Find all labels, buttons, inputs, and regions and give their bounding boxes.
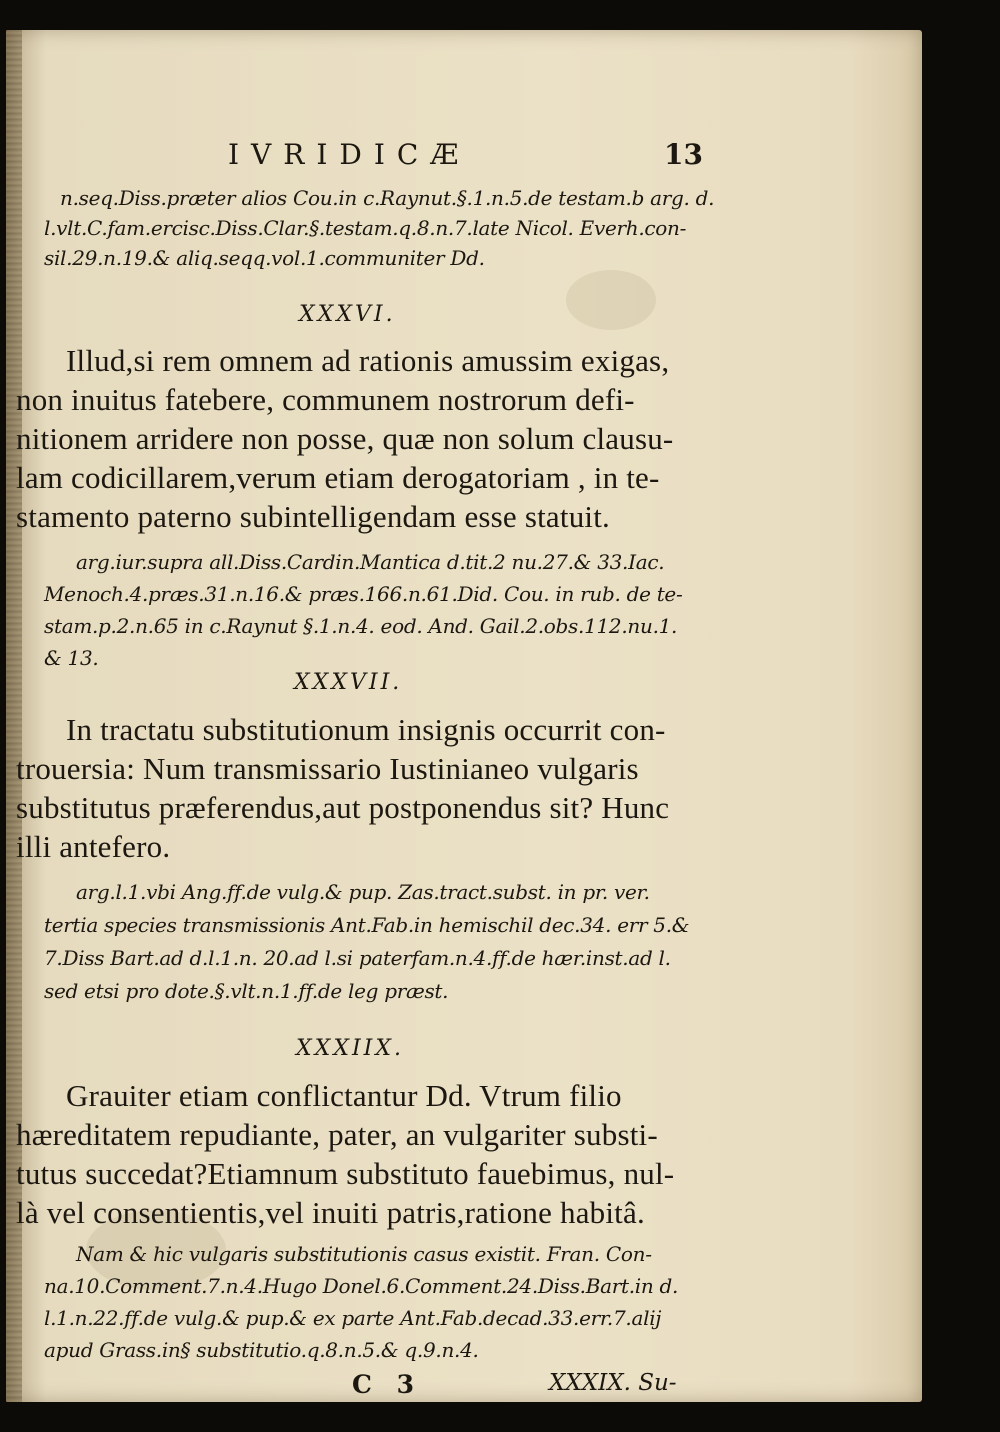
body-line: trouersia: Num transmissario Iustinianeo vulgaris: [16, 751, 639, 786]
running-head: IVRIDICÆ: [228, 138, 471, 171]
section-heading: XXXVI.: [299, 302, 396, 327]
note-line: na.10.Comment.7.n.4.Hugo Donel.6.Comment.24.Diss.Bart.in d.: [44, 1274, 679, 1298]
body-line: stamento paterno subintelligendam esse statuit.: [16, 499, 610, 534]
page-header: [6, 138, 922, 178]
body-line: nitionem arridere non posse, quæ non solum clausu-: [16, 421, 674, 456]
body-line: Grauiter etiam conflictantur Dd. Vtrum filio: [66, 1078, 622, 1113]
note-line: sed etsi pro dote.§.vlt.n.1.ff.de leg præst.: [44, 979, 449, 1003]
note-line: apud Grass.in§ substitutio.q.8.n.5.& q.9.n.4.: [44, 1338, 479, 1362]
note-line: l.vlt.C.fam.ercisc.Diss.Clar.§.testam.q.8.n.7.late Nicol. Everh.con-: [44, 216, 687, 240]
body-line: tutus succedat?Etiamnum substituto fauebimus, nul-: [16, 1156, 675, 1191]
section-heading: XXXIIX.: [296, 1036, 405, 1061]
note-line: 7.Diss Bart.ad d.l.1.n. 20.ad l.si paterfam.n.4.ff.de hær.inst.ad l.: [44, 946, 671, 970]
body-line: substitutus præferendus,aut postponendus sit? Hunc: [16, 790, 670, 825]
note-line: l.1.n.22.ff.de vulg.& pup.& ex parte Ant.Fab.decad.33.err.7.alij: [44, 1306, 662, 1330]
body-line: hæreditatem repudiante, pater, an vulgariter substi-: [16, 1117, 658, 1152]
note-line: n.seq.Diss.præter alios Cou.in c.Raynut.§.1.n.5.de testam.b arg. d.: [60, 186, 715, 210]
note-line: Nam & hic vulgaris substitutionis casus existit. Fran. Con-: [76, 1242, 652, 1266]
page-number: 13: [664, 138, 703, 171]
catchword: XXXIX. Su-: [549, 1370, 677, 1396]
note-line: & 13.: [44, 646, 99, 670]
body-line: là vel consentientis,vel inuiti patris,ratione habitâ.: [16, 1195, 645, 1230]
note-line: Menoch.4.præs.31.n.16.& præs.166.n.61.Did. Cou. in rub. de te-: [44, 582, 683, 606]
body-line: illi antefero.: [16, 829, 171, 864]
note-line: stam.p.2.n.65 in c.Raynut §.1.n.4. eod. And. Gail.2.obs.112.nu.1.: [44, 614, 678, 638]
note-line: arg.iur.supra all.Diss.Cardin.Mantica d.tit.2 nu.27.& 33.Iac.: [76, 550, 665, 574]
signature-mark: C 3: [352, 1370, 422, 1399]
body-line: In tractatu substitutionum insignis occurrit con-: [66, 712, 666, 747]
body-line: Illud,si rem omnem ad rationis amussim exigas,: [66, 343, 670, 378]
note-line: sil.29.n.19.& aliq.seqq.vol.1.communiter Dd.: [44, 246, 485, 270]
note-line: arg.l.1.vbi Ang.ff.de vulg.& pup. Zas.tract.subst. in pr. ver.: [76, 880, 650, 904]
book-page: [6, 30, 922, 1402]
body-line: lam codicillarem,verum etiam derogatoriam , in te-: [16, 460, 660, 495]
body-line: non inuitus fatebere, communem nostrorum defi-: [16, 382, 635, 417]
note-line: tertia species transmissionis Ant.Fab.in hemischil dec.34. err 5.&: [44, 913, 690, 937]
paper-stain: [566, 270, 656, 330]
section-heading: XXXVII.: [294, 670, 403, 695]
